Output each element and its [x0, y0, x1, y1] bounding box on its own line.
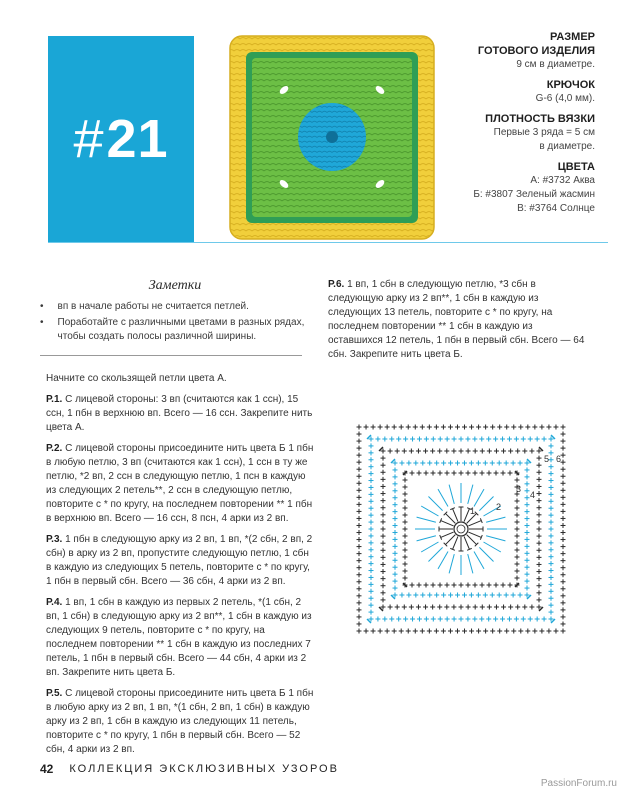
stitch-symbol: [445, 535, 455, 545]
stitch-symbol: [539, 447, 543, 451]
row-3-text: 1 пбн в следующую арку из 2 вп, 1 вп, *(2 сбн, 2 вп, 2 сбн) в арку из 2 вп, пропустите следующую петлю, 1 сбн в каждую из следующих 5 петель, повторите с * по кругу, 1 пбн в первый сбн. Всего — 36 сбн, 4 арки из 2 вп.: [46, 534, 313, 587]
pattern-number-value: 21: [106, 109, 169, 169]
pattern-number: [73, 108, 168, 170]
gauge-value-line1: Первые 3 ряда = 5 см: [493, 127, 595, 138]
gauge-label: ПЛОТНОСТЬ ВЯЗКИ: [485, 113, 595, 125]
stitch-symbol: [449, 485, 454, 504]
notes-list: [40, 300, 308, 346]
row-number-label: 5: [544, 454, 550, 464]
row-4-paragraph: [46, 596, 314, 680]
row-1-paragraph: [46, 393, 314, 435]
stitch-symbol: [468, 521, 481, 526]
stitch-symbol: [551, 619, 555, 623]
stitch-symbol: [527, 595, 531, 599]
note-text: вп в начале работы не считается петлей.: [57, 301, 249, 312]
stitch-ring: [457, 525, 465, 533]
row-2-paragraph: [46, 442, 314, 526]
row-6-text: 1 вп, 1 сбн в следующую петлю, *3 сбн в следующую арку из 2 вп**, 1 сбн в каждую из следующих 13 петель, повторите с * по кругу, на последнем повторении ** 1 сбн в каждую из оставшихся 12 петель, 1 пбн в первый сбн. Всего — 64 сбн. Закрепите нить цвета Б.: [328, 279, 585, 360]
stitch-symbol: [438, 489, 448, 506]
stitch-symbol: [527, 459, 531, 463]
stitch-symbol: [474, 489, 484, 506]
stitch-symbol: [449, 554, 454, 573]
notes-title: Заметки: [148, 278, 202, 293]
stitch-symbol: [417, 517, 436, 522]
row-3-paragraph: [46, 533, 314, 589]
bullet-icon: •: [40, 317, 44, 328]
stitch-symbol: [428, 547, 442, 561]
pattern-number-hash: #: [73, 109, 105, 169]
colors-label: ЦВЕТА: [557, 161, 595, 173]
stitch-ring: [454, 522, 468, 536]
watermark: PassionForum.ru: [540, 778, 617, 789]
stitch-symbol: [428, 496, 442, 510]
stitch-symbol: [417, 536, 436, 541]
stitch-symbol: [421, 542, 438, 552]
stitch-symbol: [464, 509, 469, 522]
row-3-label: Р.3.: [46, 534, 63, 545]
stitch-symbol: [445, 513, 455, 523]
size-value: 9 см в диаметре.: [516, 59, 595, 70]
row-6-label: Р.6.: [328, 279, 345, 290]
row-5-paragraph: [46, 687, 314, 757]
instructions-left-column: [46, 372, 314, 764]
row-number-label: 4: [530, 490, 536, 500]
list-item: [40, 316, 308, 344]
stitch-symbol: [468, 554, 473, 573]
row-number-label: 1: [470, 506, 476, 516]
page-footer: [40, 762, 339, 776]
row-2-label: Р.2.: [46, 443, 63, 454]
stitch-symbol: [421, 506, 438, 516]
pattern-specs: [415, 30, 595, 216]
notes-divider: [40, 355, 302, 356]
bullet-icon: •: [40, 301, 44, 312]
list-item: [40, 300, 308, 314]
stitch-symbol: [367, 435, 371, 439]
row-number-label: 2: [496, 502, 502, 512]
stitch-symbol: [484, 542, 501, 552]
stitch-symbol: [453, 536, 458, 549]
page-number: 42: [40, 762, 54, 776]
hook-label: КРЮЧОК: [546, 79, 595, 91]
crochet-square-photo: [222, 30, 442, 245]
stitch-symbol: [391, 459, 395, 463]
stitch-symbol: [379, 607, 383, 611]
note-text: Поработайте с различными цветами в разных рядах, чтобы создать полосы различной ширины.: [57, 317, 305, 342]
stitch-symbol: [551, 435, 555, 439]
row-number-label: 6: [556, 454, 562, 464]
stitch-symbol: [486, 536, 505, 541]
crochet-square-illustration: [222, 30, 442, 245]
instructions-right-column: [328, 278, 590, 369]
stitch-symbol: [438, 552, 448, 569]
row-2-text: С лицевой стороны присоедините нить цвета Б 1 пбн в любую петлю, 3 вп (считаются как 1 ссн), 1 ссн в ту же петлю, *2 вп, 2 ссн в следующую петлю, 1 псн в каждую из следующих 2 петель**, 2 ссн в следующую петлю, повторите с * по кругу, на последнем повторении ** 1 пбн в верхнюю вп. Всего — 16 ссн, 8 псн, 4 арки из 2 вп.: [46, 443, 314, 524]
row-5-text: С лицевой стороны присоедините нить цвета Б 1 пбн в любую арку из 2 вп, 1 вп, *(1 сбн, 2 вп, 1 сбн) в каждую арку из 2 вп, 1 сбн в каждую из следующих 11 петель, повторите с * по кругу, 1 пбн в первый сбн. Всего — 52 сбн, 4 арки из 2 вп.: [46, 688, 314, 755]
hook-value: G-6 (4,0 мм).: [535, 93, 595, 104]
row-4-text: 1 вп, 1 сбн в каждую из первых 2 петель, *(1 сбн, 2 вп, 1 сбн) в следующую арку из 2 вп**, 1 сбн в каждую из следующих 9 петель, повторите с * по кругу, на последнем повторении ** 1 сбн в каждую из последних 7 петель, 1 пбн в первый сбн. Всего — 44 сбн, 4 арки из 2 вп. Закрепите нить цвета Б.: [46, 597, 312, 678]
stitch-symbol: [486, 517, 505, 522]
stitch-symbol: [379, 447, 383, 451]
stitch-symbol: [453, 509, 458, 522]
book-title: КОЛЛЕКЦИЯ ЭКСКЛЮЗИВНЫХ УЗОРОВ: [69, 763, 339, 775]
row-5-label: Р.5.: [46, 688, 63, 699]
stitch-symbol: [441, 532, 454, 537]
header-divider: [48, 242, 608, 243]
stitch-symbol: [479, 496, 493, 510]
row-6-paragraph: [328, 278, 590, 362]
stitch-symbol: [539, 607, 543, 611]
intro-paragraph: Начните со скользящей петли цвета А.: [46, 373, 227, 384]
size-label-line2: ГОТОВОГО ИЗДЕЛИЯ: [477, 45, 595, 57]
stitch-symbol: [367, 619, 371, 623]
row-number-label: 3: [516, 484, 522, 494]
stitch-symbol: [467, 535, 477, 545]
pattern-number-badge: [48, 36, 194, 242]
row-1-text: С лицевой стороны: 3 вп (считаются как 1 ссн), 15 ссн, 1 пбн в верхнюю вп. Всего — 16 ссн. Закрепите нить цвета А.: [46, 394, 313, 433]
row-1-label: Р.1.: [46, 394, 63, 405]
crochet-chart-svg: [350, 418, 572, 640]
stitch-symbol: [464, 536, 469, 549]
colors-block: [415, 160, 595, 216]
stitch-symbol: [391, 595, 395, 599]
color-c: В: #3764 Солнце: [517, 203, 595, 214]
stitch-symbol: [441, 521, 454, 526]
crochet-chart-diagram: [350, 418, 572, 640]
stitch-symbol: [474, 552, 484, 569]
color-a: А: #3732 Аква: [530, 175, 595, 186]
color-b: Б: #3807 Зеленый жасмин: [473, 189, 595, 200]
stitch-symbol: [479, 547, 493, 561]
stitch-symbol: [468, 485, 473, 504]
gauge-value-line2: в диаметре.: [539, 141, 595, 152]
size-label-line1: РАЗМЕР: [549, 31, 595, 43]
row-4-label: Р.4.: [46, 597, 63, 608]
stitch-symbol: [468, 532, 481, 537]
